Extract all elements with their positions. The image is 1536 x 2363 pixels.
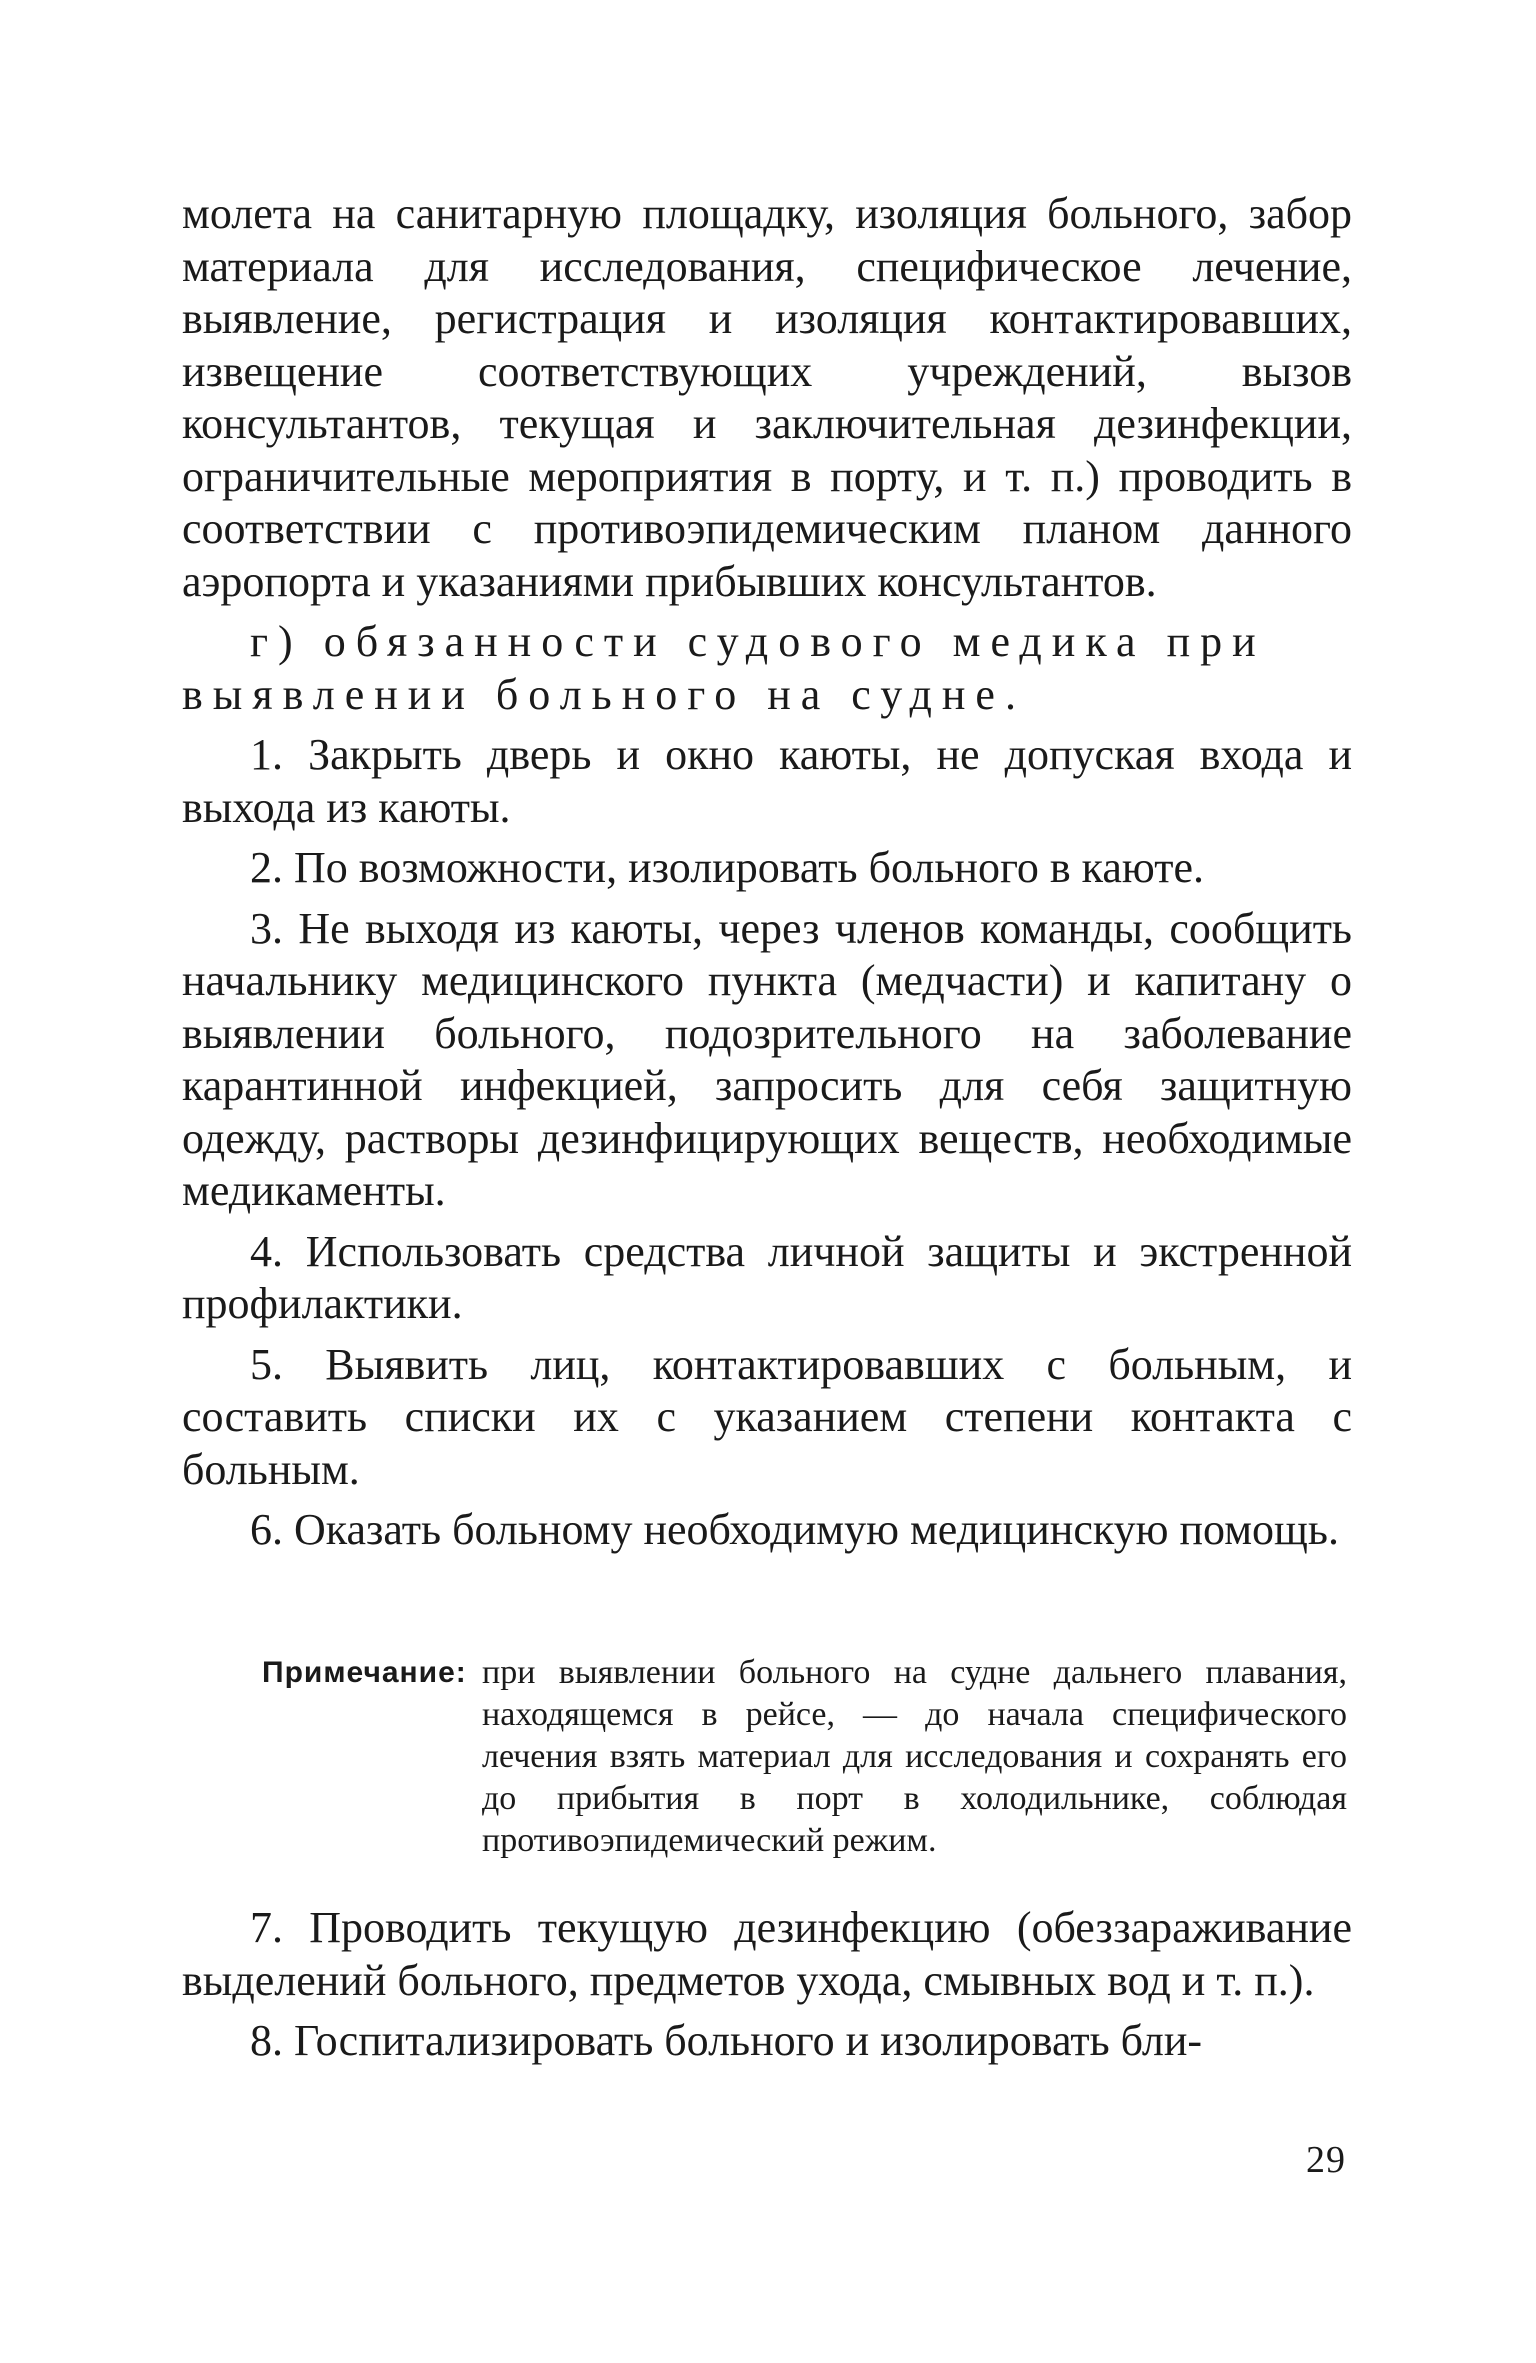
list-item-5: 5. Выявить лиц, контактировавших с больным, и составить списки их с указанием степени контакта с больным. bbox=[182, 1339, 1352, 1494]
note-label: Примечание: bbox=[262, 1656, 467, 1689]
section-heading: г) обязанности судового медика при выявлении больного на судне. bbox=[182, 617, 1266, 719]
list-item-8: 8. Госпитализировать больного и изолировать бли- bbox=[250, 2016, 1203, 2065]
continued-list bbox=[182, 1894, 1352, 2068]
list-item-1: 1. Закрыть дверь и окно каюты, не допуская входа и выхода из каюты. bbox=[182, 730, 1352, 832]
page-number: 29 bbox=[1306, 2139, 1346, 2181]
note-block bbox=[262, 1652, 1347, 1862]
list-item-4: 4. Использовать средства личной защиты и экстренной профилактики. bbox=[182, 1226, 1352, 1328]
list-item-7: 7. Проводить текущую дезинфекцию (обеззараживание выделений больного, предметов ухода, смывных вод и т. п.). bbox=[182, 1903, 1352, 2005]
intro-paragraph: молета на санитарную площадку, изоляция больного, забор материала для исследования, специфическое лечение, выявление, регистрация и изоляция контактировавших, извещение соответствующих учреждений, вызов консультантов, текущая и заключительная дезинфекции, ограничительные мероприятия в порту, и т. п.) проводить в соответствии с противоэпидемическим планом данного аэропорта и указаниями прибывших консультантов. bbox=[182, 189, 1352, 606]
list-item-6: 6. Оказать больному необходимую медицинскую помощь. bbox=[250, 1505, 1339, 1554]
note-text: при выявлении больного на судне дальнего плавания, находящемся в рейсе, — до начала специфического лечения взять материал для исследования и сохранять его до прибытия в порт в холодильнике, соблюдая противоэпидемический режим. bbox=[482, 1654, 1347, 1859]
list-item-2: 2. По возможности, изолировать больного в каюте. bbox=[250, 843, 1204, 892]
main-text-block bbox=[182, 188, 1352, 1557]
list-item-3: 3. Не выходя из каюты, через членов команды, сообщить начальнику медицинского пункта (медчасти) и капитану о выявлении больного, подозрительного на заболевание карантинной инфекцией, запросить для себя защитную одежду, растворы дезинфицирующих веществ, необходимые медикаменты. bbox=[182, 903, 1352, 1215]
